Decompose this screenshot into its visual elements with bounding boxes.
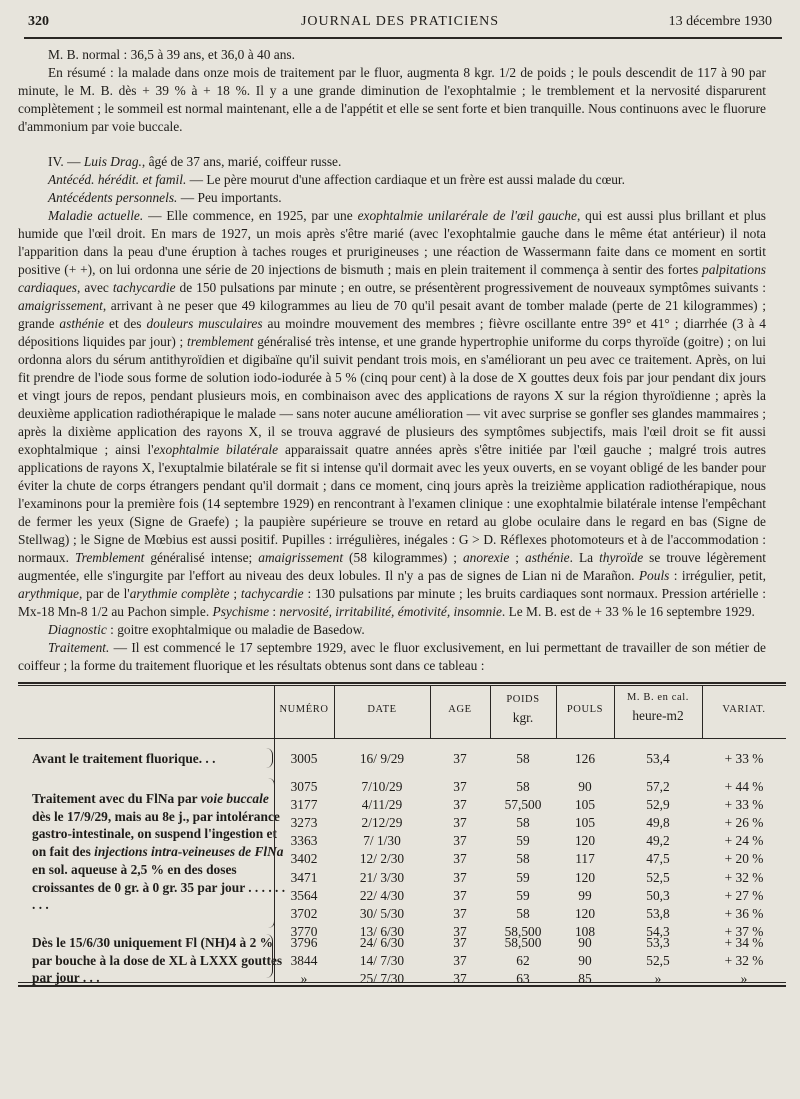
table-top-rule <box>18 682 786 684</box>
cell-mb: 52,5 <box>646 869 670 885</box>
header-mb-unit: heure-m2 <box>632 708 684 723</box>
cell-numero: 3177 <box>290 797 318 813</box>
cell-pouls: 90 <box>578 935 592 950</box>
cell-pouls: 99 <box>578 887 592 903</box>
cell-pouls: 108 <box>574 923 596 939</box>
header-variation: VARIAT. <box>722 704 766 715</box>
mb-normal-line: M. B. normal : 36,5 à 39 ans, et 36,0 à 40 ans. <box>48 47 295 62</box>
cell-poids: 58 <box>516 905 530 921</box>
group-label-fluor-na: Traitement avec du FlNa par voie buccale dès le 17/9/29, mais au 8e j., par intolérance gastro-intestinale, on suspend l'ingestion et on fait des injections intra-veineuses de FlNa en sol. aqueuse à 2,5 % en des doses croissantes de 0 gr. à 0 gr. 35 par jour . . . . . . . . . <box>32 791 286 913</box>
cell-mb: 52,5 <box>646 953 670 969</box>
treatment: Traitement. — Il est commencé le 17 septembre 1929, avec le fluor exclusivement, en lui permettant de travailler de son métier de coiffeur ; la forme du traitement fluorique et les résultats obtenus sont dans ce tableau : <box>18 640 766 673</box>
cell-poids: 59 <box>516 869 530 885</box>
cell-poids: 58 <box>516 751 530 766</box>
cell-age: 37 <box>453 815 467 831</box>
cell-date: 7/10/29 <box>361 779 403 794</box>
cell-variat: + 32 % <box>724 869 764 885</box>
cell-poids: 63 <box>516 971 530 987</box>
cell-poids: 58,500 <box>504 935 542 950</box>
cell-date: 30/ 5/30 <box>359 905 405 921</box>
cell-pouls: 120 <box>574 905 596 921</box>
group-label-before: Avant le traitement fluorique. . . <box>32 751 216 766</box>
patient-name: Luis Drag. <box>83 154 142 169</box>
group-label-fluor-nh4: Dès le 15/6/30 uniquement Fl (NH)4 à 2 % par bouche à la dose de XL à LXXX gouttes par jour . . . <box>32 935 283 986</box>
cell-date: 4/11/29 <box>361 797 403 813</box>
article-body <box>18 46 766 675</box>
cell-variat: + 33 % <box>724 751 764 766</box>
header-poids-unit: kgr. <box>512 710 534 725</box>
cell-pouls: 120 <box>574 869 596 885</box>
cell-variat: + 37 % <box>724 923 764 939</box>
cell-age: 37 <box>453 905 467 921</box>
cell-pouls: 90 <box>578 779 592 794</box>
cell-poids: 59 <box>516 833 530 849</box>
cell-numero: 3471 <box>290 869 318 885</box>
case-heading: IV. — Luis Drag., âgé de 37 ans, marié, coiffeur russe. <box>48 154 342 169</box>
header-mb: M. B. en cal. <box>626 692 690 703</box>
table-top-rule-2 <box>18 685 786 686</box>
cell-age: 37 <box>453 751 467 766</box>
cell-age: 37 <box>453 953 467 969</box>
header-rule <box>24 37 782 39</box>
cell-date: 24/ 6/30 <box>359 935 405 950</box>
cell-pouls: 105 <box>574 797 596 813</box>
cell-mb: 54,3 <box>646 923 670 939</box>
cell-pouls: 120 <box>574 833 596 849</box>
cell-age: 37 <box>453 869 467 885</box>
cell-pouls: 117 <box>575 851 595 867</box>
cell-variat: + 20 % <box>724 851 764 867</box>
cell-mb: » <box>654 971 662 987</box>
cell-poids: 58 <box>516 779 530 794</box>
cell-date: 13/ 6/30 <box>359 923 405 939</box>
cell-pouls: 126 <box>574 751 596 766</box>
cell-date: 21/ 3/30 <box>359 869 405 885</box>
cell-date: 14/ 7/30 <box>359 953 405 969</box>
page-number: 320 <box>28 14 49 29</box>
cell-poids: 58,500 <box>504 923 542 939</box>
cell-numero: 3844 <box>290 953 318 969</box>
cell-mb: 52,9 <box>646 797 670 813</box>
header-age: AGE <box>448 704 472 715</box>
cell-numero: 3402 <box>290 851 318 867</box>
cell-age: 37 <box>453 887 467 903</box>
cell-variat: + 44 % <box>724 779 764 794</box>
cell-variat: + 27 % <box>724 887 764 903</box>
running-header <box>28 14 772 36</box>
cell-mb: 49,8 <box>646 815 670 831</box>
cell-poids: 59 <box>516 887 530 903</box>
cell-mb: 47,5 <box>646 851 670 867</box>
cell-numero: 3564 <box>290 887 318 903</box>
cell-variat: » <box>740 971 748 987</box>
header-poids: POIDS <box>506 694 540 705</box>
cell-variat: + 32 % <box>724 953 764 969</box>
cell-date: 2/12/29 <box>361 815 403 831</box>
cell-poids: 57,500 <box>504 797 542 813</box>
cell-date: 16/ 9/29 <box>359 751 405 766</box>
cell-age: 37 <box>453 779 467 794</box>
cell-date: 22/ 4/30 <box>359 887 405 903</box>
cell-age: 37 <box>453 971 467 987</box>
header-pouls: POULS <box>566 704 604 715</box>
personal-history: Antécédents personnels. — Peu importants. <box>48 190 282 205</box>
cell-mb: 49,2 <box>646 833 670 849</box>
cell-numero: 3770 <box>290 923 318 939</box>
cell-pouls: 85 <box>578 971 592 987</box>
cell-numero: 3796 <box>290 935 318 950</box>
cell-poids: 58 <box>516 815 530 831</box>
header-date: DATE <box>367 704 397 715</box>
cell-age: 37 <box>453 851 467 867</box>
cell-numero: » <box>300 971 308 987</box>
cell-pouls: 105 <box>574 815 596 831</box>
cell-mb: 50,3 <box>646 887 670 903</box>
journal-title: JOURNAL DES PRATICIENS <box>300 14 500 29</box>
cell-mb: 53,4 <box>646 751 670 766</box>
cell-numero: 3005 <box>290 751 318 766</box>
cell-variat: + 26 % <box>724 815 764 831</box>
cell-numero: 3702 <box>290 905 318 921</box>
cell-mb: 53,3 <box>646 935 670 950</box>
summary-paragraph: En résumé : la malade dans onze mois de traitement par le fluor, augmenta 8 kgr. 1/2 de poids ; le pouls descendit de 117 à 90 par minute, le M. B. dès + 39 % à + 18 %. Il y a une grande diminution de l'exophtalmie ; le tremblement et la nervosité disparurent complètement ; le sommeil est normal maintenant, elle a de l'appétit et elle se sent forte et bien tranquille. Nous continuons avec le fluorure d'ammonium par voie buccale. <box>18 65 766 134</box>
cell-age: 37 <box>453 833 467 849</box>
diagnosis: Diagnostic : goitre exophtalmique ou maladie de Basedow. <box>48 622 365 637</box>
cell-date: 7/ 1/30 <box>363 833 401 849</box>
header-numero: NUMÉRO <box>279 704 329 715</box>
cell-poids: 62 <box>516 953 530 969</box>
cell-variat: + 24 % <box>724 833 764 849</box>
current-illness: Maladie actuelle. — Elle commence, en 1925, par une exophtalmie unilarérale de l'œil gauche, qui est aussi plus brillant et plus humide que l'œil droit. En mars de 1927, un mois après s'être marié (avec l'exophtalmie gauche dans le même état antérieur) il nota l'apparition dans la peau d'une éruption à taches rouges et prurigineuses ; une réaction de Wassermann faite dans ce moment en sortit positive (+ +), on lui ordonna une série de 20 injections de bismuth ; mais en plein traitement il commença à sentir des fortes palpitations cardiaques, avec tachycardie de 150 pulsations par minute ; en outre, se présentèrent progressivement de nouveaux symptômes suivants : amaigrissement, arrivant à ne peser que 49 kilogrammes au lieu de 70 qu'il pesait avant de tomber malade (perte de 21 kilogrammes) ; grande asthénie et des douleurs musculaires au moindre mouvement des membres ; fièvre oscillante entre 39° et 41° ; diarrhée (3 à 4 dépositions liquides par jour) ; tremblement généralisé très intense, et une grande hypertrophie uniforme du corps thyroïde (goitre) ; on lui ordonna alors du sérum antithyroïdien et digibaïne qu'il suivit pendant trois mois, en s'améliorant un peu avec ce traitement. Après, on lui fit prendre de l'iode sous forme de solution iodo-iodurée à 5 % (cinq pour cent) à la dose de X gouttes deux fois par jour pendant dix jours et vingt jours de repos, pendant plusieurs mois, en combinaison avec des applications de rayons X sur la région thyroïdienne ; après la deuxième application radiothérapique le malade — sans noter aucune amélioration — vit avec surprise se gonfler ses glandes mammaires ; après la dixième application des rayons X, il se trouva aggravé de plusieurs des symptômes subjectifs, mais l'œil droit se fit aussi exophtalmique ; ainsi l'exophtalmie bilatérale apparaissait quatre années après s'être initiée par l'œil gauche ; malgré trois autres applications de rayons X, l'exuptalmie bilatérale se fit si intense qu'il dormait avec les yeux ouverts, en se voyant obligé de les bander pour éviter la chute de corps étrangers pendant qu'il dormait ; dans ce moment, cinq jours après la treizième application radiothérapique, nous l'examinons pour la première fois (14 septembre 1929) en rencontrant à l'examen clinique : une exophtalmie bilatérale intense l'empêchant de fermer les yeux (Signe de Graefe) ; la paupière supérieure se trouve en retard au globe oculaire dans le regard en bas (Signe de Stellwag) ; le Signe de Mœbius est aussi positif. Pupilles : irrégulières, inégales : G > D. Réflexes photomoteurs et à de l'accommodation : normaux. Tremblement généralisé intense; amaigrissement (58 kilogrammes) ; anorexie ; asthénie. La thyroïde se trouve légèrement augmentée, elle s'ingurgite par l'effort au niveau des deux lobules. Il n'y a pas de signes de Lian ni de Marañon. Pouls : irrégulier, petit, arythmique, par de l'arythmie complète ; tachycardie : 130 pulsations par minute ; les bruits cardiaques sont normaux. Pression artérielle : Mx-18 Mn-8 1/2 au Pachon simple. Psychisme : nervosité, irritabilité, émotivité, insomnie. Le M. B. est de + 33 % le 16 septembre 1929. <box>18 208 767 619</box>
cell-variat: + 36 % <box>724 905 764 921</box>
cell-age: 37 <box>453 923 467 939</box>
cell-variat: + 33 % <box>724 797 764 813</box>
family-history: Antécéd. hérédit. et famil. — Le père mourut d'une affection cardiaque et un frère est aussi malade du cœur. <box>48 172 626 187</box>
brace-fluor-nh4 <box>266 934 273 978</box>
cell-numero: 3273 <box>290 815 318 831</box>
cell-pouls: 90 <box>578 953 592 969</box>
cell-poids: 58 <box>516 851 530 867</box>
cell-variat: + 34 % <box>724 935 764 950</box>
cell-mb: 53,8 <box>646 905 670 921</box>
cell-age: 37 <box>453 935 467 950</box>
cell-age: 37 <box>453 797 467 813</box>
cell-date: 12/ 2/30 <box>359 851 405 867</box>
cell-numero: 3075 <box>290 779 318 794</box>
cell-mb: 57,2 <box>646 779 670 794</box>
cell-numero: 3363 <box>290 833 318 849</box>
table-header-rule <box>18 738 786 739</box>
issue-date: 13 décembre 1930 <box>668 14 772 29</box>
cell-date: 25/ 7/30 <box>359 971 405 987</box>
